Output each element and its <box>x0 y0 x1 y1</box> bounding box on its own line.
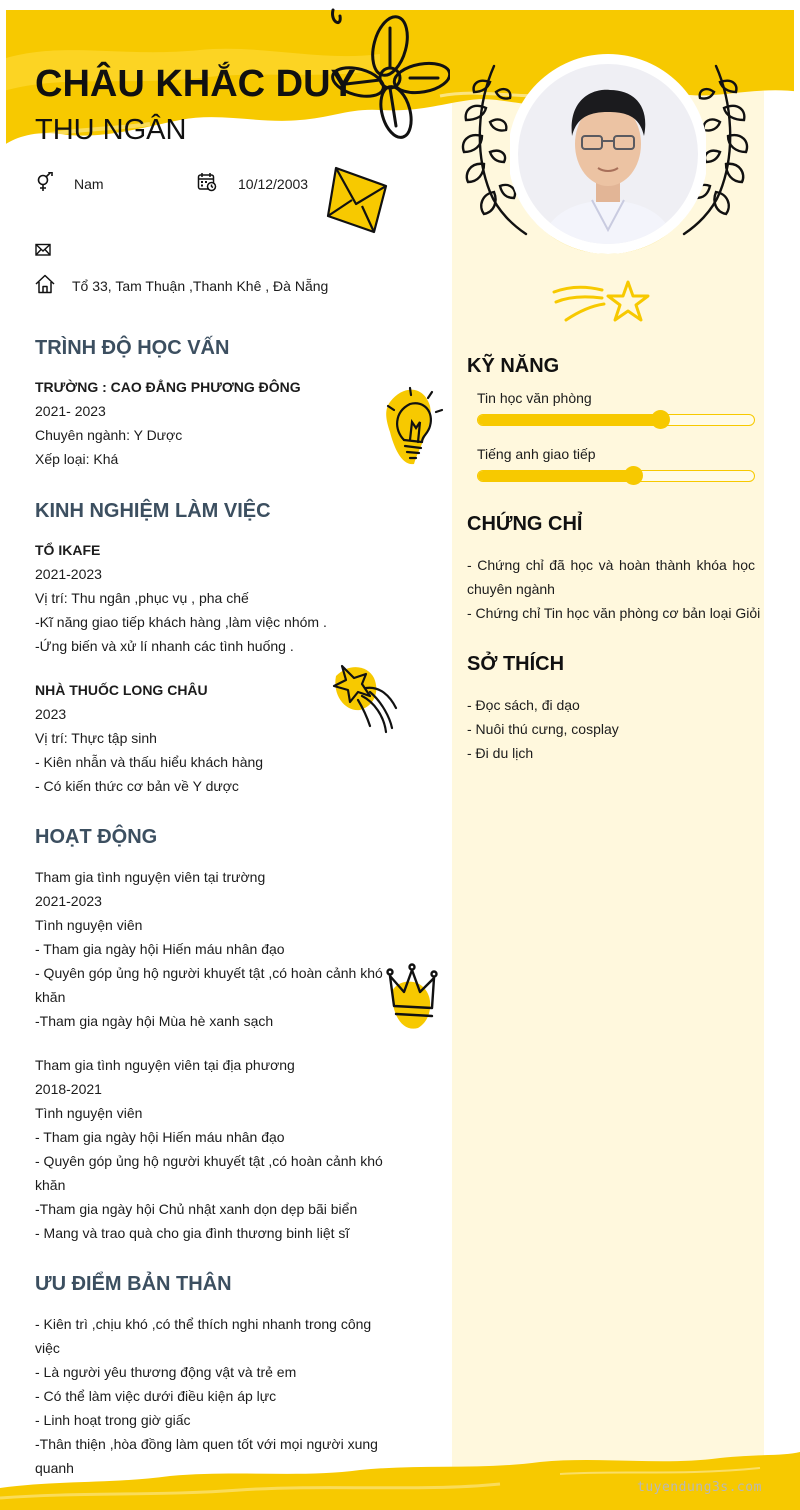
candidate-position: THU NGÂN <box>35 114 187 146</box>
job-company: NHÀ THUỐC LONG CHÂU <box>35 682 208 698</box>
certificate-line: - Chứng chỉ Tin học văn phòng cơ bản loại Giỏi <box>467 605 761 621</box>
calendar-icon <box>197 172 217 192</box>
gender-icon <box>35 172 55 192</box>
job-line: Vị trí: Thực tập sinh <box>35 730 157 746</box>
strength-line: - Là người yêu thương động vật và trẻ em <box>35 1364 297 1380</box>
job-line: -Kĩ năng giao tiếp khách hàng ,làm việc nhóm . <box>35 614 327 630</box>
strength-line: -Thân thiện ,hòa đồng làm quen tốt với mọi người xung <box>35 1436 378 1452</box>
activity-group-1 <box>35 865 383 1033</box>
certificates-list <box>467 553 761 625</box>
watermark: tuyendung3s.com <box>637 1480 762 1495</box>
skill-label: Tin học văn phòng <box>477 390 592 406</box>
sidebar-background <box>452 60 764 1490</box>
hobby-line: - Đi du lịch <box>467 745 534 761</box>
candidate-name: CHÂU KHẮC DUY <box>35 63 356 105</box>
birthdate-value: 10/12/2003 <box>238 176 309 192</box>
skill-bar-fill <box>478 415 660 425</box>
strength-line: - Linh hoạt trong giờ giấc <box>35 1412 191 1428</box>
profile-photo <box>510 54 706 254</box>
activity-line: 2021-2023 <box>35 893 102 909</box>
education-period: 2021- 2023 <box>35 403 106 419</box>
job-line: Vị trí: Thu ngân ,phục vụ , pha chế <box>35 590 249 606</box>
activity-line: - Quyên góp ủng hộ người khuyết tật ,có hoàn cảnh khó <box>35 1153 383 1169</box>
job-line: - Có kiến thức cơ bản về Y dược <box>35 778 239 794</box>
skill-bar-english <box>477 470 755 482</box>
certificates-heading: CHỨNG CHỈ <box>467 513 583 535</box>
stars-doodle-icon <box>550 278 654 326</box>
crown-doodle-icon <box>386 962 442 1032</box>
hobby-line: - Đọc sách, đi dạo <box>467 697 580 713</box>
activity-line: -Tham gia ngày hội Mùa hè xanh sạch <box>35 1013 274 1029</box>
activity-line: Tham gia tình nguyện viên tại địa phương <box>35 1057 295 1073</box>
job-company: TỔ IKAFE <box>35 542 101 558</box>
hobby-line: - Nuôi thú cưng, cosplay <box>467 721 619 737</box>
activity-line: Tham gia tình nguyện viên tại trường <box>35 869 266 885</box>
activities-heading: HOẠT ĐỘNG <box>35 826 158 848</box>
hobbies-list <box>467 693 619 765</box>
school-name: TRƯỜNG : CAO ĐẲNG PHƯƠNG ĐÔNG <box>35 379 301 395</box>
skill-bar-knob <box>624 466 643 485</box>
activity-group-2 <box>35 1053 383 1245</box>
certificate-line: chuyên ngành <box>467 581 555 597</box>
activity-line: -Tham gia ngày hội Chủ nhật xanh dọn dẹp bãi biển <box>35 1201 358 1217</box>
job-line: -Ứng biến và xử lí nhanh các tình huống . <box>35 638 294 654</box>
strengths-heading: ƯU ĐIỂM BẢN THÂN <box>35 1273 232 1295</box>
education-heading: TRÌNH ĐỘ HỌC VẤN <box>35 337 230 359</box>
activity-line: Tình nguyện viên <box>35 1105 143 1121</box>
job-line: - Kiên nhẫn và thấu hiểu khách hàng <box>35 754 264 770</box>
education-block <box>35 375 301 471</box>
activity-line: - Tham gia ngày hội Hiến máu nhân đạo <box>35 1129 285 1145</box>
activity-line: - Quyên góp ủng hộ người khuyết tật ,có hoàn cảnh khó <box>35 965 383 981</box>
strength-line: quanh <box>35 1460 74 1476</box>
lightbulb-doodle-icon <box>380 382 450 472</box>
education-major: Chuyên ngành: Y Dược <box>35 427 183 443</box>
experience-heading: KINH NGHIỆM LÀM VIỆC <box>35 500 271 522</box>
home-icon <box>35 274 55 294</box>
activity-line: 2018-2021 <box>35 1081 102 1097</box>
activity-line: Tình nguyện viên <box>35 917 143 933</box>
strength-line: - Có thể làm việc dưới điều kiện áp lực <box>35 1388 277 1404</box>
email-icon <box>35 243 51 257</box>
job-2 <box>35 678 263 798</box>
hobbies-heading: SỞ THÍCH <box>467 653 565 675</box>
activity-line: - Mang và trao quà cho gia đình thương binh liệt sĩ <box>35 1225 350 1241</box>
skills-heading: KỸ NĂNG <box>467 355 560 377</box>
strength-line: - Kiên trì ,chịu khó ,có thể thích nghi nhanh trong công <box>35 1316 372 1332</box>
bottom-brush-decoration <box>0 1440 800 1510</box>
address-value: Tổ 33, Tam Thuận ,Thanh Khê , Đà Nẵng <box>72 278 329 294</box>
skill-label: Tiếng anh giao tiếp <box>477 446 596 462</box>
envelope-doodle-icon <box>326 160 390 238</box>
activity-line: - Tham gia ngày hội Hiến máu nhân đạo <box>35 941 285 957</box>
education-grade: Xếp loại: Khá <box>35 451 119 467</box>
certificate-line: - Chứng chỉ đã học và hoàn thành khóa học <box>467 557 755 573</box>
strength-line: việc <box>35 1340 60 1356</box>
shooting-star-doodle-icon <box>330 662 402 742</box>
job-1 <box>35 538 327 658</box>
skill-bar-fill <box>478 471 633 481</box>
gender-value: Nam <box>74 176 104 192</box>
job-line: 2021-2023 <box>35 566 102 582</box>
job-line: 2023 <box>35 706 67 722</box>
activity-line: khăn <box>35 1177 66 1193</box>
skill-bar-office <box>477 414 755 426</box>
activity-line: khăn <box>35 989 66 1005</box>
